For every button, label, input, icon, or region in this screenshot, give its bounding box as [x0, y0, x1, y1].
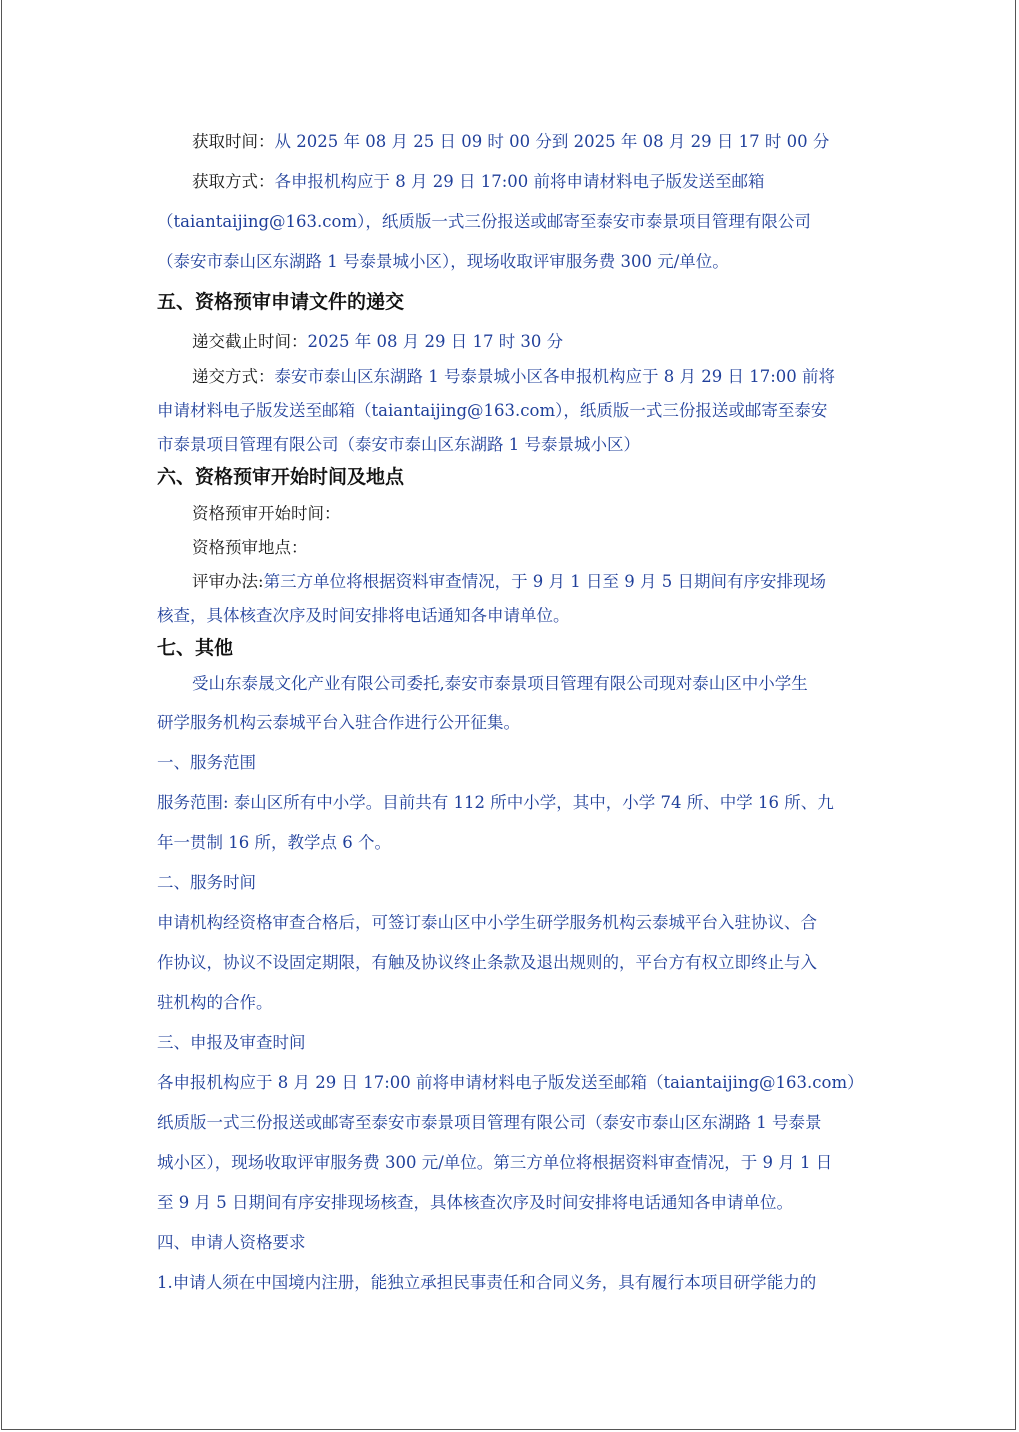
- section-7-heading: 七、其他: [157, 637, 234, 659]
- service-scope-title: 一、服务范围: [157, 753, 256, 772]
- review-method-text: 第三方单位将根据资料审查情况，于 9 月 1 日至 9 月 5 日期间有序安排现场: [263, 572, 827, 591]
- apply-review-text-2: 纸质版一式三份报送或邮寄至泰安市泰景项目管理有限公司（泰安市泰山区东湖路 1 号泰景: [157, 1113, 822, 1132]
- acquire-time-line: [192, 130, 829, 154]
- applicant-req-title: 四、申请人资格要求: [157, 1233, 306, 1252]
- submit-method-line: [192, 365, 835, 389]
- section-6-heading: 六、资格预审开始时间及地点: [157, 466, 405, 488]
- apply-review-text-3: 城小区），现场收取评审服务费 300 元/单位。第三方单位将根据资料审查情况，于 9 月 1 日: [157, 1153, 833, 1172]
- submit-method-text: 泰安市泰山区东湖路 1 号泰景城小区各申报机构应于 8 月 29 日 17:00 前将: [274, 367, 836, 386]
- acquire-method-label: 获取方式：: [192, 172, 275, 191]
- service-time-text-3: 驻机构的合作。: [157, 993, 273, 1012]
- acquire-time-label: 获取时间：: [192, 132, 275, 151]
- submit-method-label: 递交方式：: [192, 367, 275, 386]
- prequal-start-label: 资格预审开始时间：: [192, 504, 341, 523]
- acquire-method-text-3: （泰安市泰山区东湖路 1 号泰景城小区），现场收取评审服务费 300 元/单位。: [157, 252, 729, 271]
- acquire-method-line: [192, 170, 765, 194]
- service-time-text-1: 申请机构经资格审查合格后，可签订泰山区中小学生研学服务机构云泰城平台入驻协议、合: [157, 913, 817, 932]
- apply-review-text-4: 至 9 月 5 日期间有序安排现场核查，具体核查次序及时间安排将电话通知各申请单位。: [157, 1193, 793, 1212]
- acquire-method-text: 各申报机构应于 8 月 29 日 17:00 前将申请材料电子版发送至邮箱: [274, 172, 765, 191]
- acquire-method-text-2: （taiantaijing@163.com），纸质版一式三份报送或邮寄至泰安市泰景项目管理有限公司: [157, 212, 811, 231]
- service-scope-text-2: 年一贯制 16 所，教学点 6 个。: [157, 833, 391, 852]
- apply-review-text-1: 各申报机构应于 8 月 29 日 17:00 前将申请材料电子版发送至邮箱（taiantaijing@163.com）: [157, 1073, 864, 1092]
- review-method-label: 评审办法:: [192, 572, 264, 591]
- applicant-req-text-1: 1.申请人须在中国境内注册，能独立承担民事责任和合同义务，具有履行本项目研学能力的: [157, 1273, 817, 1292]
- submit-deadline-label: 递交截止时间：: [192, 332, 308, 351]
- submit-deadline-line: [192, 330, 563, 354]
- review-method-text-2: 核查，具体核查次序及时间安排将电话通知各申请单位。: [157, 606, 570, 625]
- acquire-time-value: 从 2025 年 08 月 25 日 09 时 00 分到 2025 年 08 月 29 日 17 时 00 分: [274, 132, 830, 151]
- section-5-heading: 五、资格预审申请文件的递交: [157, 291, 405, 313]
- service-time-title: 二、服务时间: [157, 873, 256, 892]
- review-method-line: [192, 570, 826, 594]
- prequal-place-label: 资格预审地点：: [192, 538, 308, 557]
- submit-method-text-2: 申请材料电子版发送至邮箱（taiantaijing@163.com），纸质版一式三份报送或邮寄至泰安: [157, 401, 828, 420]
- other-intro-1: 受山东泰晟文化产业有限公司委托,泰安市泰景项目管理有限公司现对泰山区中小学生: [192, 674, 808, 693]
- submit-deadline-value: 2025 年 08 月 29 日 17 时 30 分: [307, 332, 564, 351]
- submit-method-text-3: 市泰景项目管理有限公司（泰安市泰山区东湖路 1 号泰景城小区）: [157, 435, 640, 454]
- service-scope-text-1: 服务范围: 泰山区所有中小学。目前共有 112 所中小学，其中，小学 74 所、中学 16 所、九: [157, 793, 834, 812]
- other-intro-2: 研学服务机构云泰城平台入驻合作进行公开征集。: [157, 713, 520, 732]
- service-time-text-2: 作协议，协议不设固定期限，有触及协议终止条款及退出规则的，平台方有权立即终止与入: [157, 953, 817, 972]
- apply-review-title: 三、申报及审查时间: [157, 1033, 306, 1052]
